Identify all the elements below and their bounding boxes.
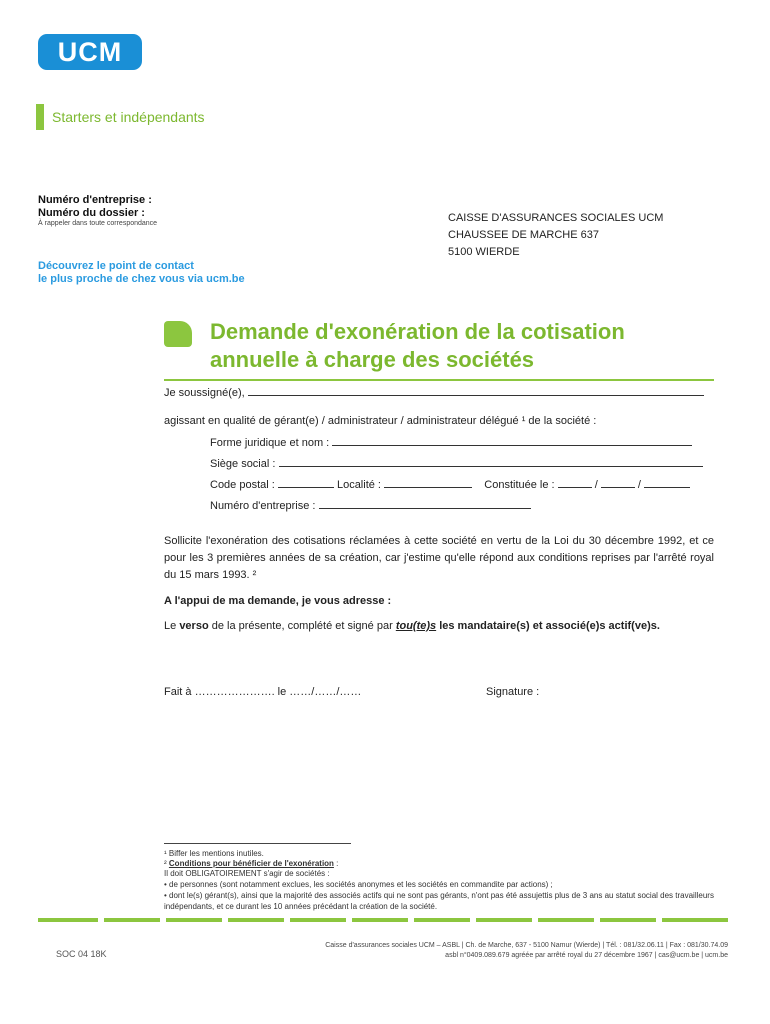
footnote-2-title: Conditions pour bénéficier de l'exonération	[168, 859, 334, 868]
footnote-2-colon: :	[333, 859, 339, 868]
identification-block	[38, 194, 152, 220]
verso-post: les mandataire(s) et associé(e)s actif(ve)s.	[439, 620, 660, 632]
verso-mid: de la présente, complété et signé par	[211, 620, 393, 632]
company-number-form-label: Numéro d'entreprise :	[210, 500, 316, 512]
document-title	[210, 318, 730, 374]
constituted-month-field[interactable]	[601, 477, 635, 488]
seat-label: Siège social :	[210, 458, 276, 470]
acting-capacity: agissant en qualité de gérant(e) / administrateur / administrateur délégué ¹ de la société :	[164, 415, 597, 427]
footer-line-1: Caisse d'assurances sociales UCM – ASBL | Ch. de Marche, 637 - 5100 Namur (Wierde) | Tél. : 081/32.06.11 | Fax : 081/30.74.09	[325, 942, 728, 949]
seat-field[interactable]	[279, 456, 703, 467]
ucm-logo: UCM	[38, 34, 142, 70]
verso-all: tou(te)s	[395, 620, 437, 632]
contact-line-2: le plus proche de chez vous via ucm.be	[38, 273, 245, 285]
footnote-divider	[164, 843, 351, 844]
postal-field[interactable]	[278, 477, 334, 488]
tagline-accent-bar	[36, 104, 44, 130]
footer-contact	[250, 941, 728, 961]
recipient-line-3: 5100 WIERDE	[448, 246, 520, 258]
title-line-2: annuelle à charge des sociétés	[210, 347, 535, 372]
footnote-2-number: ²	[164, 859, 167, 868]
undersigned-label: Je soussigné(e),	[164, 387, 245, 399]
support-heading: A l'appui de ma demande, je vous adresse :	[164, 595, 392, 607]
company-number-field[interactable]	[319, 498, 531, 509]
recipient-line-1: CAISSE D'ASSURANCES SOCIALES UCM	[448, 212, 664, 224]
date-separator: /	[594, 479, 598, 491]
recipient-line-2: CHAUSSEE DE MARCHE 637	[448, 229, 599, 241]
constituted-day-field[interactable]	[558, 477, 592, 488]
footer-line-2: asbl n°0409.089.679 agréée par arrêté royal du 27 décembre 1967 | cas@ucm.be | ucm.be	[445, 952, 728, 959]
tagline: Starters et indépendants	[52, 109, 205, 125]
company-number-row	[210, 498, 531, 512]
footer-divider	[38, 918, 728, 922]
undersigned-field[interactable]	[248, 385, 704, 396]
address-row	[210, 477, 690, 491]
seat-row	[210, 456, 703, 470]
legal-form-row	[210, 435, 692, 449]
legal-form-label: Forme juridique et nom :	[210, 437, 330, 449]
recipient-address	[448, 210, 663, 261]
constituted-year-field[interactable]	[644, 477, 690, 488]
file-number-label: Numéro du dossier :	[38, 207, 145, 219]
verso-word: verso	[179, 620, 209, 632]
footnote-2-line-1: Il doit OBLIGATOIREMENT s'agir de sociétés :	[164, 869, 330, 878]
postal-label: Code postal :	[210, 479, 275, 491]
done-at-line[interactable]: Fait à …………………. le ……/……/……	[164, 686, 362, 698]
verso-paragraph	[164, 618, 714, 635]
title-divider	[164, 379, 714, 381]
contact-line-1: Découvrez le point de contact	[38, 260, 194, 272]
contact-link[interactable]	[38, 260, 245, 286]
legal-form-field[interactable]	[332, 435, 692, 446]
footnote-1: ¹ Biffer les mentions inutiles.	[164, 849, 264, 858]
locality-label: Localité :	[336, 479, 381, 491]
undersigned-row	[164, 385, 704, 399]
form-code: SOC 04 18K	[56, 949, 107, 959]
footnote-2-line-3: • dont le(s) gérant(s), ainsi que la majorité des associés actifs qui ne sont pas gérants, n'ont pas été assujettis plus de 3 ans au statut social des travailleurs indépendants, et ce durant les 10 années précédant la création de la société.	[164, 891, 714, 911]
signature-label: Signature :	[486, 686, 540, 698]
title-line-1: Demande d'exonération de la cotisation	[210, 319, 625, 344]
company-number-label: Numéro d'entreprise :	[38, 194, 152, 206]
footnote-2-heading	[164, 859, 724, 870]
locality-field[interactable]	[384, 477, 472, 488]
constituted-label: Constituée le :	[484, 479, 555, 491]
date-separator: /	[637, 479, 641, 491]
title-accent-icon	[164, 321, 192, 347]
reference-note: À rappeler dans toute correspondance	[38, 220, 158, 227]
request-paragraph: Sollicite l'exonération des cotisations réclamées à cette société en vertu de la Loi du 30 décembre 1992, et ce pour les 3 premières années de sa création, car j'estime qu'elle répond aux conditions reprises par l'arrêté royal du 15 mars 1993. ²	[164, 535, 714, 581]
verso-pre: Le	[164, 620, 177, 632]
footnote-2-line-2: • de personnes (sont notamment exclues, les sociétés anonymes et les sociétés en commandite par actions) ;	[164, 880, 553, 889]
